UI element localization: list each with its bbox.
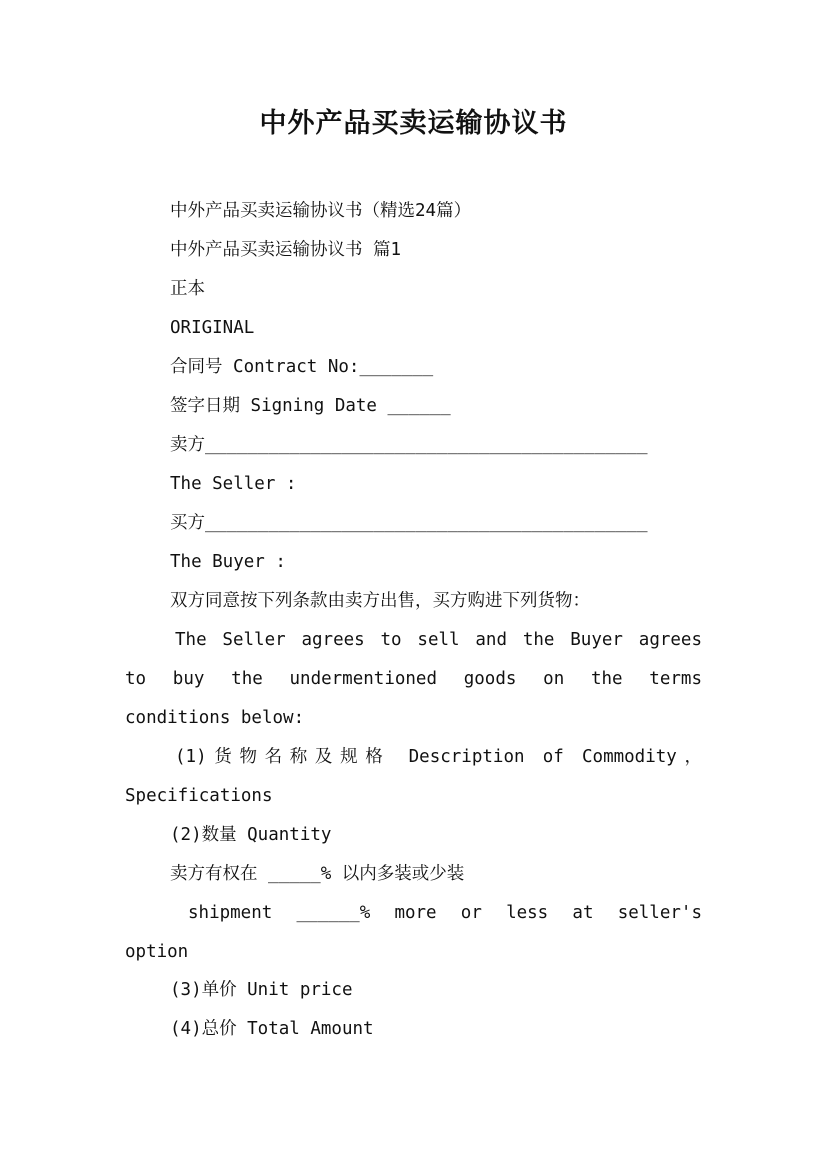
clause-2-heading: (2)数量 Quantity	[170, 825, 332, 845]
text-line: The Seller agrees to sell and the Buyer agrees	[175, 630, 702, 650]
subtitle-line: 中外产品买卖运输协议书（精选24篇）	[170, 201, 472, 221]
text-line: Specifications	[125, 786, 273, 806]
section-heading: 中外产品买卖运输协议书 篇1	[170, 240, 402, 260]
signing-date-field: 签字日期 Signing Date ______	[170, 396, 451, 416]
text-line: option	[125, 942, 189, 962]
seller-field: 卖方__________________________________________	[170, 435, 648, 455]
buyer-field: 买方__________________________________________	[170, 513, 648, 533]
text-line: to buy the undermentioned goods on the terms	[125, 669, 702, 689]
text-line: shipment ______% more or less at seller's	[188, 903, 702, 923]
contract-no-field: 合同号 Contract No:_______	[170, 357, 434, 377]
document-title: 中外产品买卖运输协议书	[259, 108, 568, 139]
seller-label: The Seller :	[170, 474, 297, 494]
clause-3-heading: (3)单价 Unit price	[170, 980, 353, 1000]
text-line: 卖方有权在 _____% 以内多装或少装	[170, 864, 465, 884]
text-line: 正本	[170, 279, 205, 299]
clause-4-heading: (4)总价 Total Amount	[170, 1019, 374, 1039]
clause-1-heading: (1)货物名称及规格 Description of Commodity，	[175, 747, 702, 767]
text-line: 双方同意按下列条款由卖方出售，买方购进下列货物：	[170, 591, 590, 611]
text-line: conditions below:	[125, 708, 305, 728]
text-line: ORIGINAL	[170, 318, 255, 338]
buyer-label: The Buyer :	[170, 552, 286, 572]
